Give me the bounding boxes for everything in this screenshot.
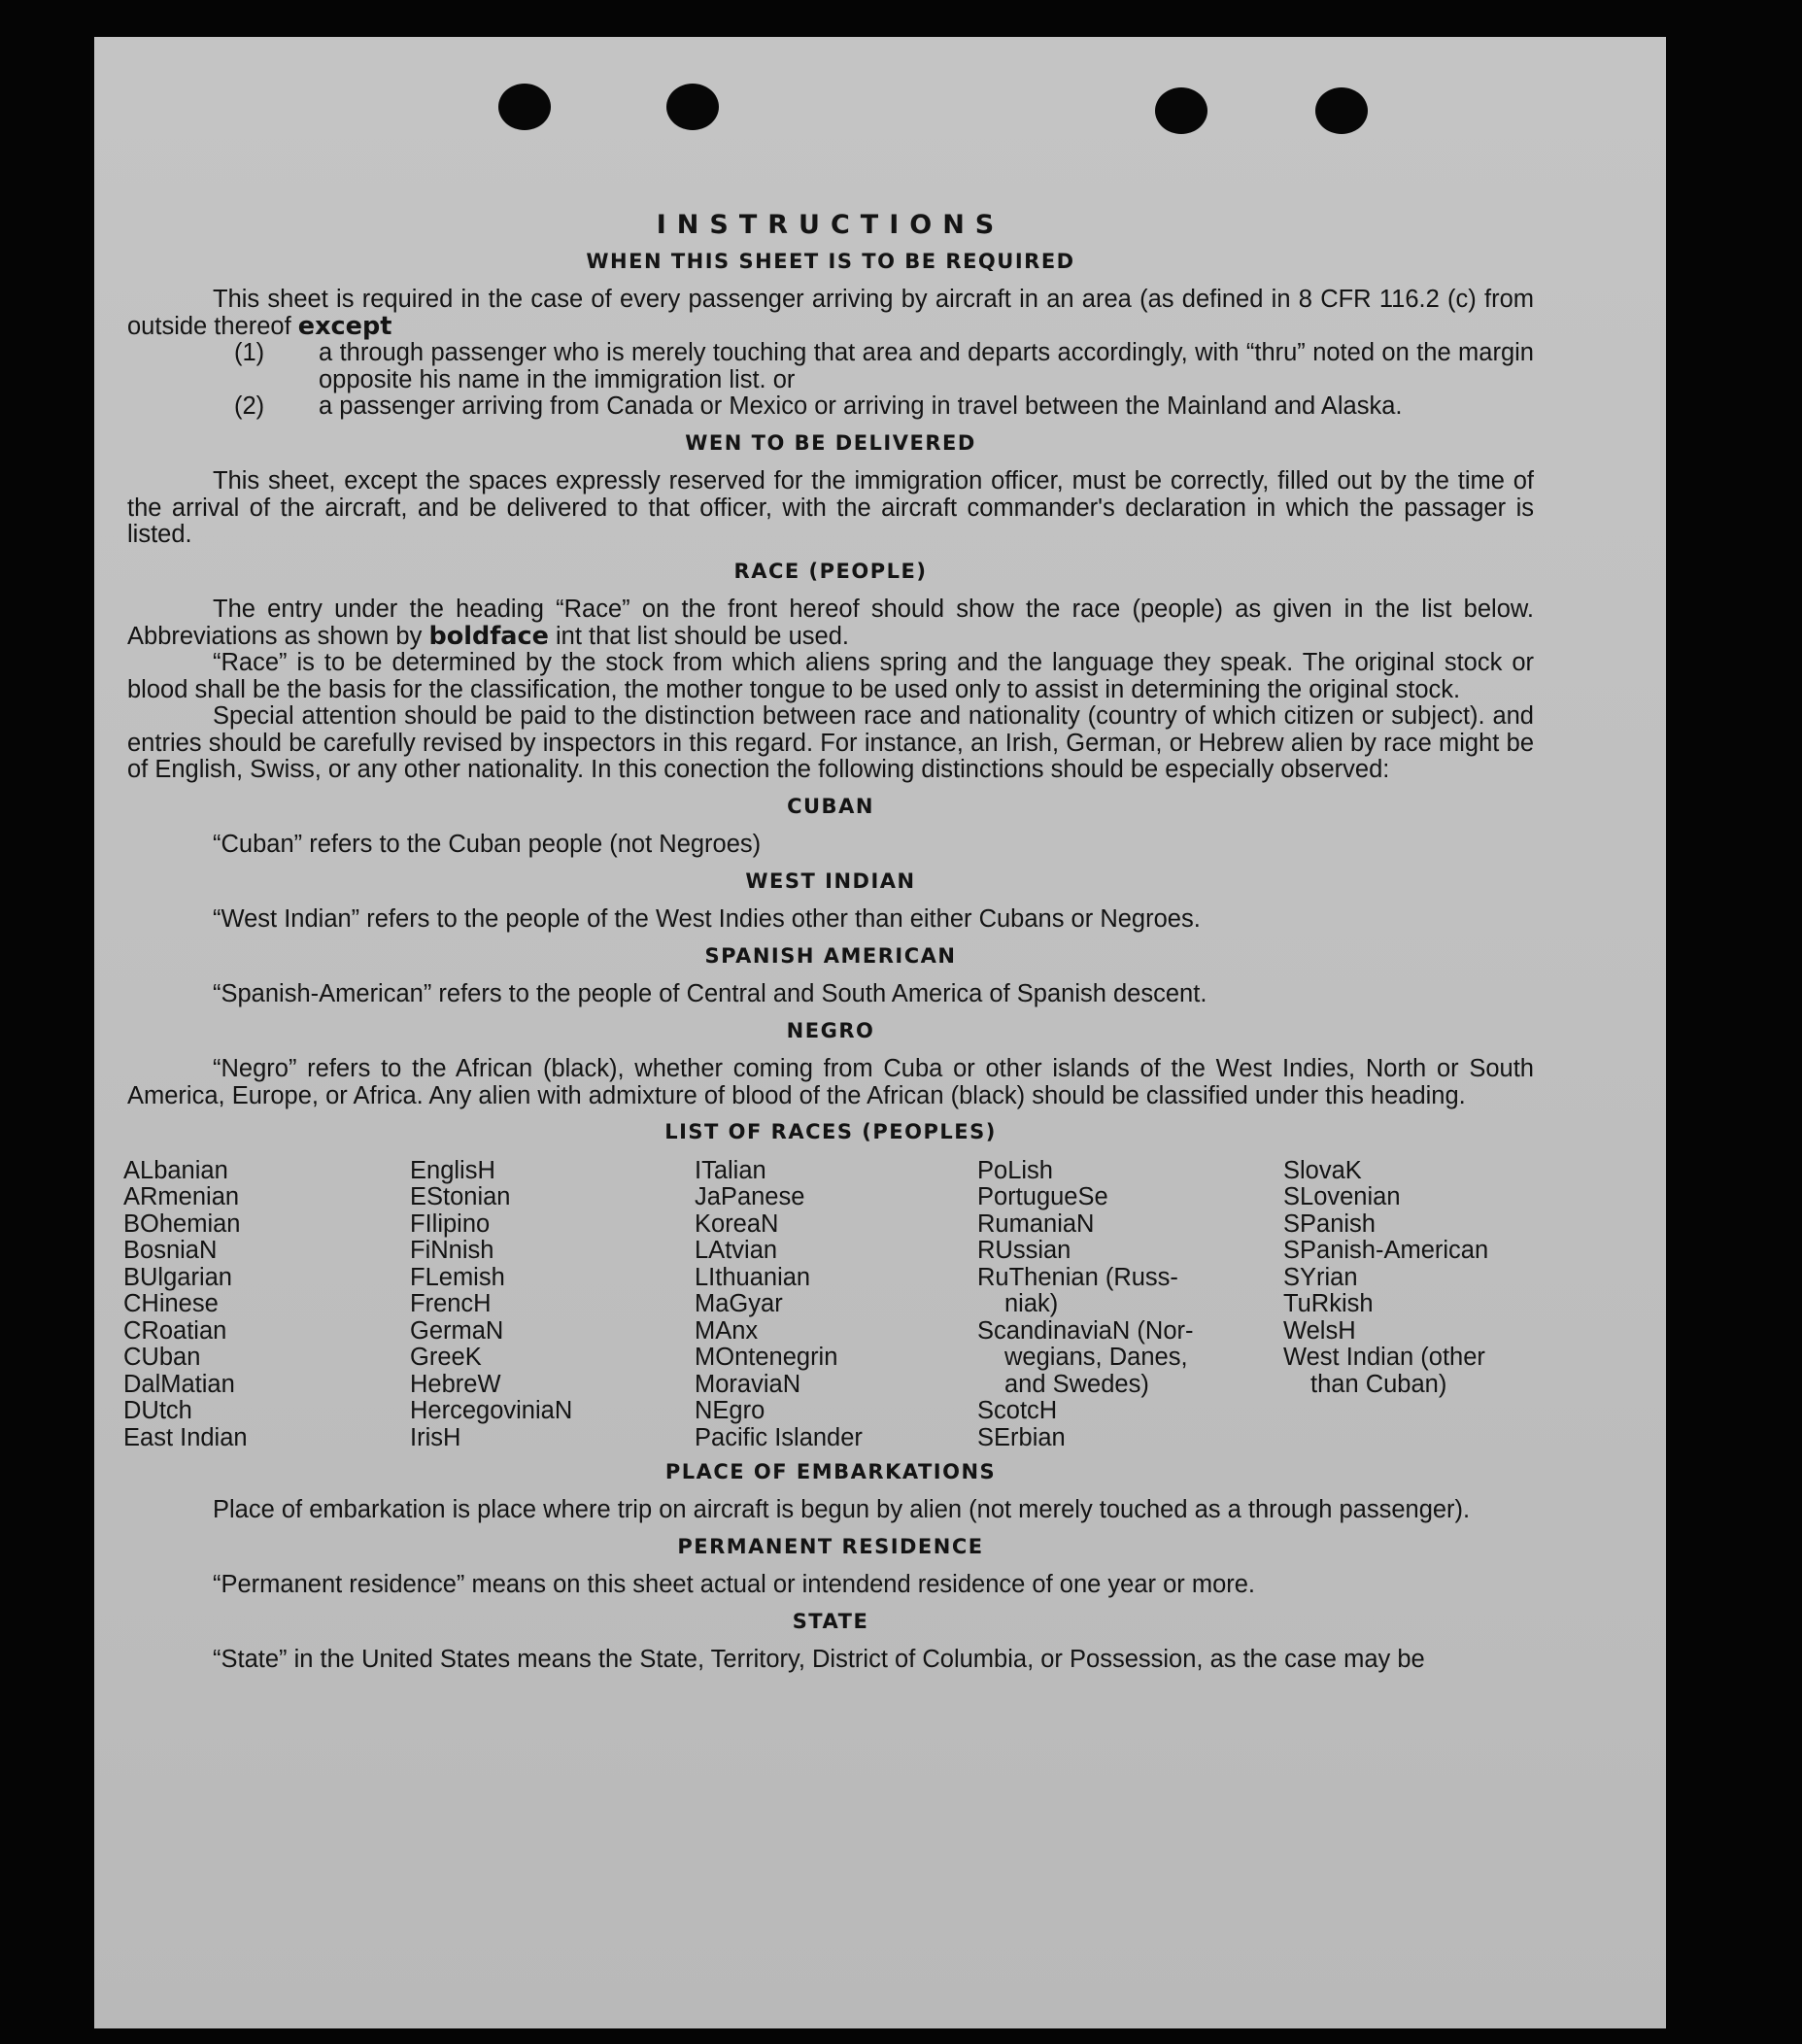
races-column [123, 1158, 248, 1452]
punch-hole [1315, 87, 1368, 134]
race-paragraph: The entry under the heading “Race” on the front hereof should show the race (people) as given in the list below. Abbreviations as shown by boldface int that list should be used. [127, 596, 1534, 651]
races-column [410, 1158, 572, 1452]
section-heading-cuban: CUBAN [787, 794, 874, 818]
races-column [977, 1158, 1194, 1452]
race-entry: DalMatian [123, 1370, 235, 1398]
race-entry: and Swedes) [1004, 1370, 1149, 1398]
race-entry: RUssian [977, 1237, 1071, 1264]
punch-hole [498, 84, 551, 130]
punch-hole [1155, 87, 1207, 134]
race-entry: BUlgarian [123, 1263, 232, 1291]
race-entry: than Cuban) [1310, 1370, 1447, 1398]
race-entry: FIlipino [410, 1209, 491, 1238]
races-column [1283, 1158, 1488, 1399]
boldface-word: boldface [428, 621, 549, 651]
race-entry: GermaN [410, 1316, 504, 1345]
section-heading-residence: PERMANENT RESIDENCE [677, 1534, 984, 1558]
document-page [94, 37, 1666, 2028]
races-column [695, 1158, 863, 1452]
race-entry: ITalian [695, 1156, 766, 1184]
race-entry: BosniaN [123, 1237, 218, 1264]
race-entry: SPanish-American [1283, 1237, 1489, 1264]
required-intro: This sheet is required in the case of every passenger arriving by aircraft in an area (as defined in 8 CFR 116.2 (c) from outside thereof except [127, 286, 1534, 341]
race-entry: TuRkish [1283, 1290, 1374, 1317]
race-entry: ALbanian [123, 1156, 228, 1184]
section-heading-state: STATE [792, 1609, 869, 1633]
punch-hole [666, 84, 719, 130]
race-entry: NEgro [695, 1397, 765, 1424]
race-entry: LIthuanian [695, 1263, 811, 1291]
section-heading-required: WHEN THIS SHEET IS TO BE REQUIRED [586, 249, 1075, 273]
race-entry: niak) [1004, 1290, 1059, 1317]
embarkation-text: Place of embarkation is place where trip on aircraft is begun by alien (not merely touched as a through passenger). [213, 1496, 1471, 1523]
section-heading-list-of-races: LIST OF RACES (PEOPLES) [664, 1120, 997, 1143]
race-entry: EnglisH [410, 1156, 495, 1184]
race-entry: RuThenian (Russ- [977, 1263, 1178, 1291]
state-text: “State” in the United States means the State, Territory, District of Columbia, or Possession, as the case may be [213, 1646, 1425, 1673]
residence-text: “Permanent residence” means on this sheet actual or intendend residence of one year or more. [213, 1571, 1256, 1598]
negro-text: “Negro” refers to the African (black), whether coming from Cuba or other islands of the West Indies, North or South America, Europe, or Africa. Any alien with admixture of blood of the African (black) should be classified under this heading. [127, 1055, 1534, 1109]
race-entry: SLovenian [1283, 1183, 1401, 1210]
section-heading-negro: NEGRO [786, 1018, 875, 1042]
race-entry: LAtvian [695, 1237, 778, 1264]
race-entry: ARmenian [123, 1183, 240, 1210]
race-entry: MOntenegrin [695, 1344, 838, 1371]
delivered-text: This sheet, except the spaces expressly reserved for the immigration officer, must be correctly, filled out by the time of the arrival of the aircraft, and be delivered to that officer, with the aircraft commander's declaration in which the passager is listed. [127, 467, 1534, 548]
race-entry: MaGyar [695, 1290, 783, 1317]
section-heading-delivered: WEN TO BE DELIVERED [685, 430, 976, 455]
race-entry: CHinese [123, 1290, 219, 1317]
instructions-content [123, 175, 1534, 1674]
race-entry: DUtch [123, 1397, 192, 1424]
race-entry: FLemish [410, 1263, 505, 1291]
race-entry: SlovaK [1283, 1156, 1362, 1184]
section-heading-race: RACE (PEOPLE) [733, 559, 928, 583]
race-entry: West Indian (other [1283, 1344, 1485, 1371]
race-paragraph: Special attention should be paid to the distinction between race and nationality (country of which citizen or subject). and entries should be carefully revised by inspectors in this regard. For instance, an Irish, German, or Hebrew alien by race might be of English, Swiss, or any other nationality. In this conection the following distinctions should be especially observed: [127, 702, 1534, 783]
list-item: (1) a through passenger who is merely touching that area and departs accordingly, with “thru” noted on the margin opposite his name in the immigration list. or [234, 339, 1534, 393]
race-entry: PortugueSe [977, 1183, 1108, 1210]
race-entry: MoraviaN [695, 1370, 801, 1398]
race-entry: wegians, Danes, [1004, 1344, 1188, 1371]
race-entry: FiNnish [410, 1237, 494, 1264]
except-bold: except [297, 311, 392, 341]
race-paragraph: “Race” is to be determined by the stock from which aliens spring and the language they speak. The original stock or blood shall be the basis for the classification, the mother tongue to be used only to assist in determining the original stock. [127, 649, 1534, 703]
page-title: INSTRUCTIONS [656, 210, 1005, 240]
race-entry: FrencH [410, 1290, 492, 1317]
west-indian-text: “West Indian” refers to the people of the West Indies other than either Cubans or Negroes. [213, 905, 1201, 933]
race-entry: KoreaN [695, 1209, 779, 1238]
section-heading-west-indian: WEST INDIAN [745, 869, 916, 893]
list-item: (2) a passenger arriving from Canada or Mexico or arriving in travel between the Mainland and Alaska. [234, 392, 1403, 420]
section-heading-embarkation: PLACE OF EMBARKATIONS [664, 1459, 997, 1483]
race-entry: East Indian [123, 1423, 248, 1451]
race-entry: GreeK [410, 1344, 482, 1371]
race-entry: RumaniaN [977, 1209, 1095, 1238]
race-entry: IrisH [410, 1423, 461, 1451]
race-entry: SPanish [1283, 1209, 1376, 1238]
race-entry: HebreW [410, 1370, 501, 1398]
race-entry: Pacific Islander [695, 1423, 863, 1451]
race-entry: MAnx [695, 1316, 759, 1345]
race-entry: EStonian [410, 1183, 511, 1210]
races-table [123, 1156, 1534, 1451]
race-entry: BOhemian [123, 1209, 241, 1238]
race-entry: ScandinaviaN (Nor- [977, 1316, 1194, 1345]
section-heading-spanish-american: SPANISH AMERICAN [704, 943, 957, 968]
race-entry: HercegoviniaN [410, 1397, 573, 1424]
race-entry: SYrian [1283, 1263, 1358, 1291]
race-entry: CRoatian [123, 1316, 227, 1345]
race-entry: ScotcH [977, 1397, 1058, 1424]
race-entry: SErbian [977, 1423, 1066, 1451]
cuban-text: “Cuban” refers to the Cuban people (not Negroes) [213, 831, 762, 858]
spanish-american-text: “Spanish-American” refers to the people of Central and South America of Spanish descent. [213, 980, 1207, 1007]
race-entry: JaPanese [695, 1183, 805, 1210]
race-entry: CUban [123, 1344, 201, 1371]
race-entry: PoLish [977, 1156, 1053, 1184]
race-entry: WelsH [1283, 1316, 1356, 1345]
